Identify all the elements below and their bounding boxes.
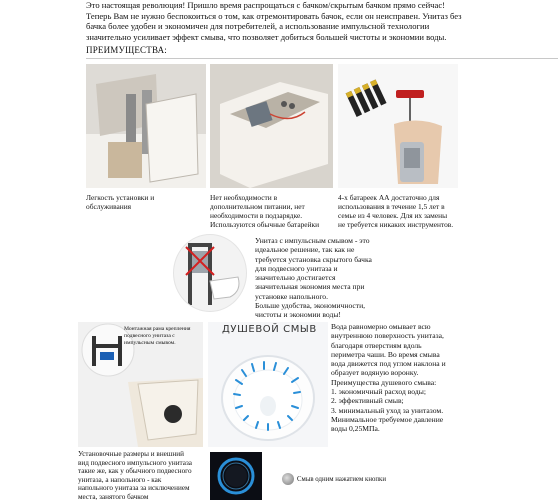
intro-line-3: бачка более удобен и экономичен для потребителей, а использование импульсной технологии bbox=[86, 21, 430, 31]
photo-no-cistern bbox=[173, 234, 247, 312]
intro-line-4: значительно усиливает эффект смыва, что позволяет добиться большей чистоты и экономии воды. bbox=[86, 31, 447, 42]
intro-line-1: Это настоящая революция! Пришло время распрощаться с бачком/скрытым бачком прямо сейчас! bbox=[86, 0, 445, 10]
photo-batteries bbox=[338, 64, 458, 188]
intro-line-2: Теперь Вам не нужно беспокоиться о том, как отремонтировать бачок, если он неисправен. Унитаз без bbox=[86, 10, 462, 21]
caption-battery-compartment: Нет необходимости в дополнительном питании, нет необходимости в подзарядке. Используются обычные батарейки bbox=[210, 193, 320, 229]
caption-dimensions: Установочные размеры и внешний вид подвесного импульсного унитаза такие же, как у обычного подвесного унитаза, а напольного - как напольного унитаза за исключением места, занятого бачком bbox=[78, 450, 193, 501]
shower-flush-text: Вода равномерно омывает всю внутреннюю поверхность унитаза, благодаря отверстиям вдоль периметра чаши. Во время смыва вода движется под углом наклона и образует водяную воронку. Преимущества душевого смыва: 1. экономичный расход воды; 2. эффективный смыв; 3. минимальный уход за унитазом. Минимальное требуемое давление воды 0,25МПа. bbox=[331, 322, 446, 434]
caption-flush-button: Смыв одним нажатием кнопки bbox=[297, 476, 386, 483]
divider bbox=[86, 58, 558, 59]
impulse-text: Унитаз с импульсным смывом - это идеальное решение, так как не требуется установка скрытого бачка для подвесного унитаза и значительно достигается значительная экономия места при установке напольного. Больше удобства, экономичности, чистоты и экономии воды! bbox=[255, 236, 372, 320]
advantages-heading: ПРЕИМУЩЕСТВА: bbox=[86, 45, 167, 55]
mount-frame-label: Монтажная рама крепления подвесного унитаза с импульсным смывом. bbox=[124, 326, 191, 346]
flush-button-photo bbox=[210, 452, 262, 500]
intro-text bbox=[86, 0, 558, 42]
caption-batteries: 4-х батареек АА достаточно для использования в течение 1,5 лет в семье из 4 человек. Для их замены не требуется никаких инструментов. bbox=[338, 193, 454, 229]
photo-battery-compartment bbox=[210, 64, 333, 188]
shower-flush-title: ДУШЕВОЙ СМЫВ bbox=[222, 324, 317, 335]
photo-installation bbox=[86, 64, 206, 188]
shower-flush-panel bbox=[208, 322, 328, 447]
caption-installation: Легкость установки и обслуживания bbox=[86, 193, 155, 211]
flush-button-icon bbox=[282, 473, 294, 485]
